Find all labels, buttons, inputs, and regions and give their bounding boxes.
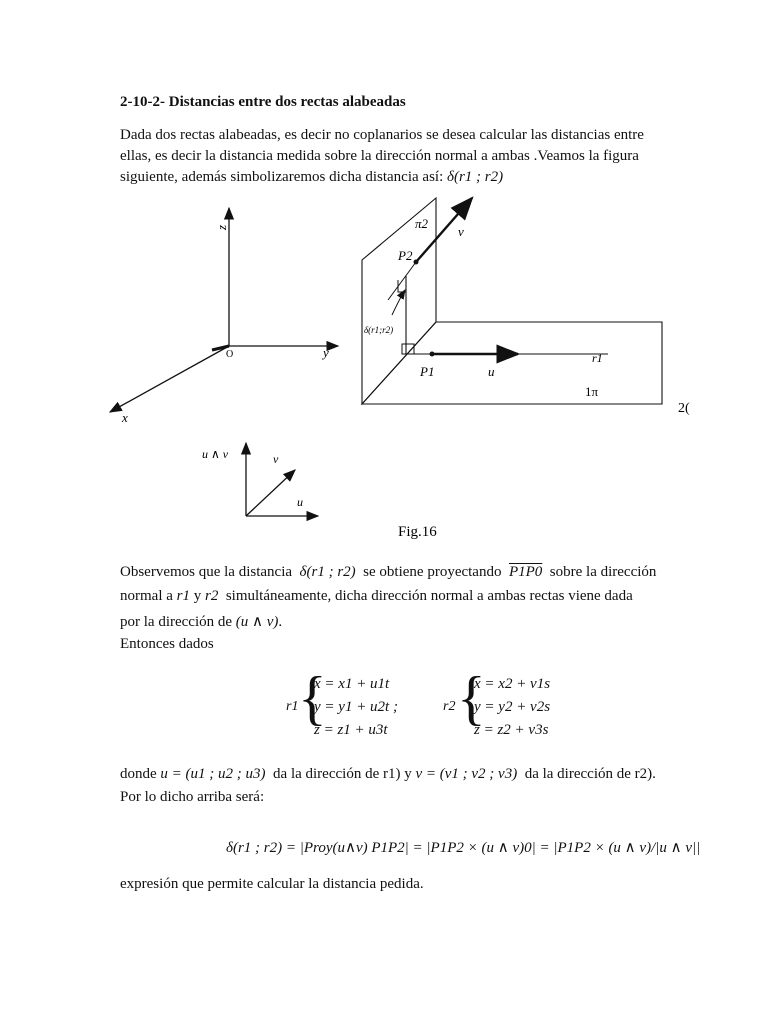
small-v-label: v: [273, 452, 279, 466]
x-label: x: [122, 410, 128, 425]
obs-text-c: sobre la dirección: [549, 564, 657, 580]
line2-r2: r2: [205, 588, 219, 604]
v-label: v: [458, 224, 464, 239]
line2-y: y: [193, 588, 202, 604]
delta-label: δ(r1;r2): [364, 325, 394, 335]
obs-text-a: Observemos que la distancia: [120, 564, 293, 580]
donde-text-b: da la dirección de r1) y: [273, 766, 412, 782]
pi2-label: π2: [415, 216, 429, 231]
small-u-label: u: [297, 495, 303, 509]
intro-line-2: ellas, es decir la distancia medida sobre la dirección normal a ambas .Veamos la figura: [120, 148, 639, 164]
y-label: y: [323, 345, 329, 360]
closing-line: expresión que permite calcular la distancia pedida.: [120, 876, 424, 892]
system1-brace: {: [298, 665, 327, 731]
line3-cross-math: (u ∧ v): [235, 614, 279, 630]
z-label: z: [214, 224, 229, 230]
system1-eq1: x = x1 + u1t: [314, 676, 390, 692]
obs-text-b: se obtiene proyectando: [363, 564, 502, 580]
intro-delta-math: δ(r1 ; r2): [447, 169, 504, 185]
donde-line: [120, 766, 656, 783]
donde-text-a: donde: [120, 766, 157, 782]
line3-text-a: por la dirección de: [120, 614, 233, 630]
system2-name: r2: [443, 699, 456, 714]
body-line-1: [120, 564, 656, 581]
system1-eq3: z = z1 + u3t: [314, 722, 388, 738]
u-definition: u = (u1 ; u2 ; u3): [160, 766, 266, 782]
body-line-2: [120, 588, 633, 605]
edge-label: 2(: [678, 401, 690, 416]
line2-r1: r1: [176, 588, 190, 604]
por-lo-line: Por lo dicho arriba será:: [120, 789, 265, 805]
r1-label: r1: [592, 351, 603, 365]
line2-text-b: simultáneamente, dicha dirección normal a ambas rectas viene dada: [225, 588, 633, 604]
donde-text-c: da la dirección de r2).: [524, 766, 656, 782]
obs-delta-math: δ(r1 ; r2): [299, 564, 356, 580]
section-title: 2-10-2- Distancias entre dos rectas alabeadas: [120, 94, 406, 110]
figure-caption: Fig.16: [398, 524, 437, 540]
intro-line-3-text: siguiente, además simbolizaremos dicha distancia así:: [120, 169, 444, 185]
obs-vector-p1p0: P1P0: [508, 564, 543, 580]
p2-label: P2: [398, 248, 413, 263]
body-line-3: [120, 612, 282, 631]
system2-eq1: x = x2 + v1s: [474, 676, 551, 692]
p1-label: P1: [420, 364, 435, 379]
intro-line-1: Dada dos rectas alabeadas, es decir no coplanarios se desea calcular las distancias entre: [120, 127, 644, 143]
cross-label: u ∧ v: [202, 447, 229, 461]
line2-text-a: normal a: [120, 588, 173, 604]
figure-16: [0, 190, 768, 540]
pi1-label: 1π: [585, 384, 599, 399]
x-axis: [110, 346, 229, 412]
system2-brace: {: [457, 665, 486, 731]
system1-eq2: y = y1 + u2t ;: [314, 699, 398, 715]
line3-dot: .: [278, 614, 283, 630]
plane-pi1: [362, 322, 662, 404]
system2-eq3: z = z2 + v3s: [474, 722, 549, 738]
u-label: u: [488, 364, 495, 379]
intro-line-3: [120, 169, 503, 186]
system1-name: r1: [286, 699, 299, 714]
point-p2: [414, 260, 419, 265]
origin-label: O: [226, 349, 234, 360]
distance-formula: δ(r1 ; r2) = |Proy(u∧v) P1P2| = |P1P2 × (u ∧ v)0| = |P1P2 × (u ∧ v)/|u ∧ v||: [226, 840, 701, 856]
system2-eq2: y = y2 + v2s: [474, 699, 551, 715]
point-p1: [430, 352, 435, 357]
body-line-4: Entonces dados: [120, 636, 214, 652]
v-definition: v = (v1 ; v2 ; v3): [415, 766, 518, 782]
